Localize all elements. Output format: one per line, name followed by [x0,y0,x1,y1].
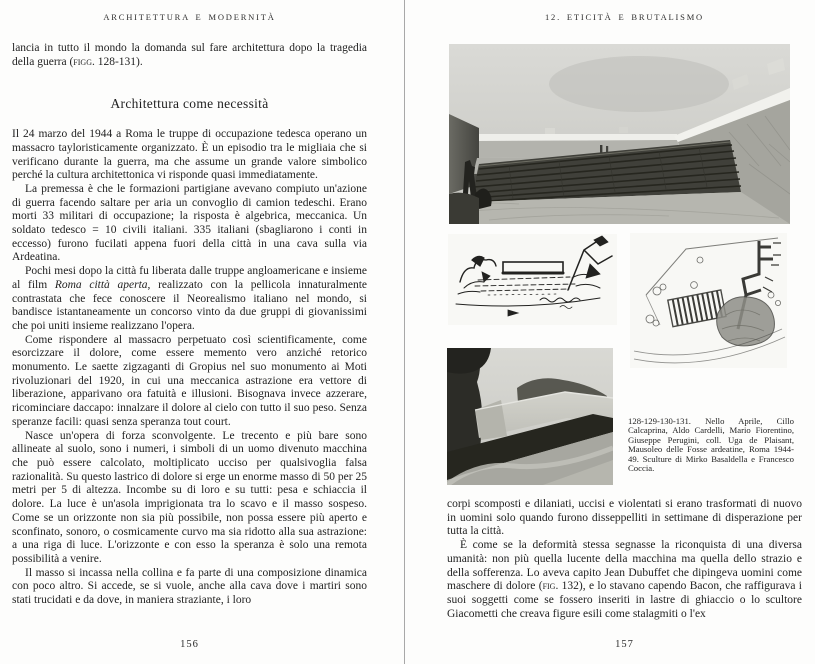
body-paragraph-2: La premessa è che le formazioni partigiane avevano compiuto un'azione di guerra facendo saltare per aria un convoglio di camion tedeschi. Erano morti 33 militari di occupazione; la risposta è algebrica, meccanica. Un soldato tedesco = 10 civili italiani. 335 italiani (sbagliarono i conti in eccesso) furono fucilati appena fuori della città in una cava sulla via Ardeatina. [12,182,367,264]
body-paragraph-8 [447,539,802,621]
continuation-text-end: ). [136,55,143,68]
figure-130-site-plan-drawing [630,233,787,368]
body-paragraph-1: Il 24 marzo del 1944 a Roma le truppe di occupazione tedesca operano un massacro tayloristicamente organizzato. È un episodio tra le migliaia che si verificano durante la guerra, ma che assume un grande valore simbolico perché la cultura architettonica vi risponde quasi immediatamente. [12,128,367,182]
folio-left: 156 [180,639,199,650]
paragraph-text-end: , realizzato con la pellicola innaturalmente contrastata che fece conoscere il Neorealismo italiano nel mondo, si bandisce istantaneamente un concorso vinto da due gruppi di giovanissimi che poi uniti insieme realizzano l'opera. [12,278,368,332]
figure-131-mausoleum-exterior-photo [447,348,613,485]
section-heading: Architettura come necessità [110,96,269,112]
figure-129-ink-sketch [448,234,617,325]
figure-caption: 128-129-130-131. Nello Aprile, Cillo Calcaprina, Aldo Cardelli, Mario Fiorentino, Giuseppe Perugini, coll. Uga de Plaisant, Mausoleo delle Fosse ardeatine, Roma 1944-49. Sculture di Mirko Basaldella e Francesco Coccia. [628,416,794,474]
body-paragraph-4: Come rispondere al massacro perpetuato così scientificamente, come esorcizzare il dolore, come essere memento vero anziché retorico monumento. Le saette zigzaganti di Gropius nel suo monumento ai Moti rivoluzionari del 1920, in cui una meccanica astrazione era vettore di liberazione, apparivano ora fatuità e illusioni. Bisognava invece azzerare, ricominciare daccapo: innalzare il dolore al cielo con tutto il suo peso. Senza speranze facili: quasi senza speranza tout court. [12,333,367,428]
running-head-right: 12. ETICITÀ E BRUTALISMO [544,12,704,22]
right-text-column [447,498,802,621]
body-paragraph-3 [12,265,367,334]
continuation-paragraph [12,42,367,69]
paragraph-text: Pochi mesi dopo la città fu liberata dalle truppe angloamericane e insieme al film [12,265,367,291]
running-head-left: ARCHITETTURA E MODERNITÀ [103,12,276,22]
folio-right: 157 [615,639,634,650]
figure-reference: figg. 128-131 [73,55,137,68]
figure-reference: fig. 132 [542,580,579,593]
body-paragraph-7: corpi scomposti e dilaniati, uccisi e violentati si erano trasformati di nuovo in uomini solo quando furono disseppelliti in settimane di disperazione per tutta la città. [447,498,802,538]
body-paragraph-5: Nasce un'opera di forza sconvolgente. Le trecento e più bare sono allineate al suolo, sono i numeri, i simboli di un uomo divenuto macchina che può essere calcolato, moltiplicato ucciso per qualsivoglia falsa razionalità. Su questo lastrico di dolore si erge un enorme masso di 50 per 25 metri per 5 di altezza. Incombe su di loro e su tutti: pesa e schiaccia il dolore. La luce è un'asola imprigionata tra lo scavo e il masso sospeso. Come se un orizzonte non sia più possibile, non possa essere più aperto e sconfinato, sonoro, o cosmicamente curvo ma sia ridotto alla sua astrazione: a una riga di luce. L'orizzonte e con esso la speranza è solo una remota possibilità a venire. [12,429,367,565]
continuation-text: lancia in tutto il mondo la domanda sul fare architettura dopo la tragedia della guerra ( [12,42,367,68]
body-paragraph-6: Il masso si incassa nella collina e fa parte di una composizione dinamica con poco altro. Si accede, se si vuole, anche alla cava dove i martiri sono stati trucidati e da dove, in maniera straziante, i loro [12,566,367,607]
left-text-column [12,42,367,608]
page-gutter-rule [404,0,405,664]
book-title-italic: Roma città aperta [54,278,148,291]
paragraph-text-end: ), e lo stavano capendo Bacon, che raffigurava i suoi soggetti come se fossero inseriti in lastre di ghiaccio o lo scultore Giacometti che creava figure esili come stalagmiti o l'ex [447,580,802,620]
figure-128-mausoleum-courtyard-photo [449,44,790,224]
paragraph-text: È come se la deformità stessa segnasse la riconquista di una diversa umanità: non più quella lucente della macchina ma quella dello strazio e della sofferenza. Lo aveva capito Jean Dubuffet che dipingeva uomini come maschere di dolore ( [447,539,802,593]
